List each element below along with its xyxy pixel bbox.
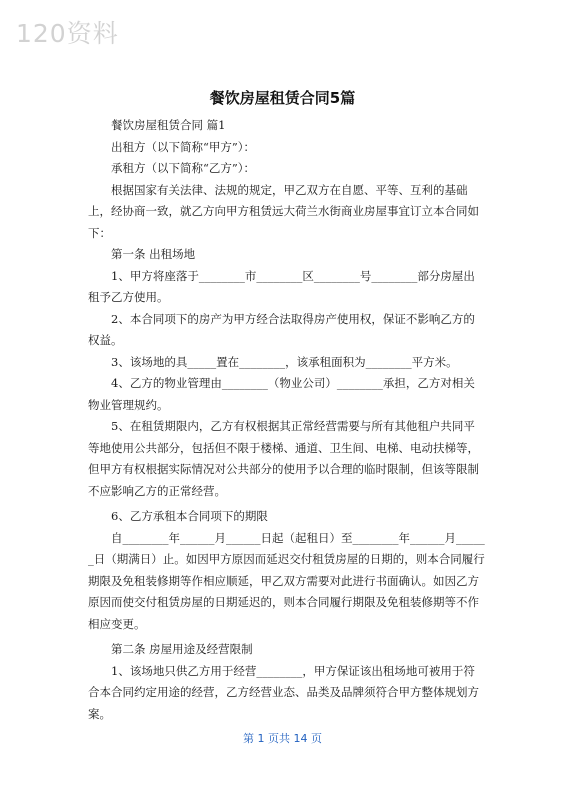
section-heading: 餐饮房屋租赁合同 篇1: [111, 118, 226, 132]
clause-paragraph: 4、乙方的物业管理由________（物业公司）________承担，乙方对相关物业管理规约。: [88, 376, 475, 412]
watermark-text: 120资料: [16, 19, 119, 48]
clause-paragraph: 2、本合同项下的房产为甲方经合法取得房产使用权，保证不影响乙方的权益。: [88, 311, 475, 347]
document-body: [88, 115, 486, 725]
preamble-paragraph: 根据国家有关法律、法规的规定，甲乙双方在自愿、平等、互利的基础上，经协商一致，就乙方向甲方租赁远大荷兰水街商业房屋事宜订立本合同如下：: [88, 182, 479, 240]
document-title: 餐饮房屋租赁合同5篇: [209, 89, 356, 107]
article-heading: 第二条 房屋用途及经营限制: [111, 642, 253, 656]
article-heading: 第一条 出租场地: [111, 247, 196, 261]
page-footer: 第 1 页共 14 页: [243, 732, 322, 745]
clause-paragraph: 5、在租赁期限内，乙方有权根据其正常经营需要与所有其他租户共同平等地使用公共部分，包括但不限于楼梯、通道、卫生间、电梯、电动扶梯等，但甲方有权根据实际情况对公共部分的使用予以合理的临时限制，但该等限制不应影响乙方的正常经营。: [88, 419, 479, 498]
clause-paragraph: 自________年______月______日起（起租日）至________年______月______日（期满日）止。如因甲方原因而延迟交付租赁房屋的日期的，则本合同履行期限及免租装修期等作相应顺延，甲乙双方需要对此进行书面确认。如因乙方原因而使交付租赁房屋的日期延迟的，则本合同履行期限及免租装修期等不作相应变更。: [88, 530, 485, 631]
clause-paragraph: 1、该场地只供乙方用于经营________，甲方保证该出租场地可被用于符合本合同约定用途的经营，乙方经营业态、品类及品牌须符合甲方整体规划方案。: [88, 663, 479, 721]
clause-paragraph: 3、该场地的具_____置在________，该承租面积为________平方米。: [111, 354, 458, 369]
party-b-line: 承租方（以下简称“乙方”）：: [111, 161, 256, 175]
clause-paragraph: 1、甲方将座落于________市________区________号________部分房屋出租予乙方使用。: [88, 268, 475, 304]
clause-paragraph: 6、乙方承租本合同项下的期限: [111, 509, 268, 523]
party-a-line: 出租方（以下简称“甲方”）：: [111, 139, 256, 154]
